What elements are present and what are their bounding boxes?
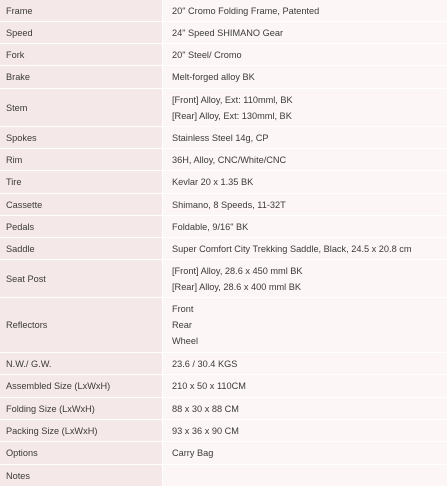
spec-row-rim <box>0 149 447 171</box>
spec-value <box>163 89 447 127</box>
spec-value-line: [Front] Alloy, Ext: 110mml, BK <box>172 94 293 105</box>
spec-value-line: Super Comfort City Trekking Saddle, Black, 24.5 x 20.8 cm <box>172 243 412 254</box>
spec-label: Assembled Size (LxWxH) <box>0 375 163 398</box>
spec-label: Packing Size (LxWxH) <box>0 420 163 442</box>
spec-value <box>163 127 447 149</box>
spec-value <box>163 298 447 353</box>
spec-value <box>163 465 447 487</box>
spec-label: Notes <box>0 465 163 487</box>
spec-label: Seat Post <box>0 260 163 298</box>
spec-row-tire <box>0 171 447 194</box>
spec-value-line: [Rear] Alloy, 28.6 x 400 mml BK <box>172 281 302 292</box>
spec-value <box>163 375 447 398</box>
spec-value-line: Front <box>172 304 194 314</box>
spec-value <box>163 194 447 216</box>
spec-label: Fork <box>0 44 163 66</box>
spec-value <box>163 398 447 420</box>
spec-value-line: 93 x 36 x 90 CM <box>172 425 239 436</box>
spec-value-line: Melt-forged alloy BK <box>172 72 255 82</box>
spec-row-stem <box>0 89 447 127</box>
spec-value <box>163 260 447 298</box>
spec-row-notes <box>0 465 447 487</box>
spec-label: Saddle <box>0 238 163 260</box>
spec-label: Folding Size (LxWxH) <box>0 398 163 420</box>
spec-value-line: Foldable, 9/16" BK <box>172 221 249 232</box>
spec-label: Brake <box>0 66 163 89</box>
spec-label: Options <box>0 442 163 465</box>
spec-value-line: Stainless Steel 14g, CP <box>172 132 269 143</box>
spec-row-weight <box>0 353 447 375</box>
spec-label: Pedals <box>0 216 163 238</box>
spec-value-line: 210 x 50 x 110CM <box>172 381 246 391</box>
spec-row-cassette <box>0 194 447 216</box>
spec-value <box>163 238 447 260</box>
spec-row-fork <box>0 44 447 66</box>
spec-label: Cassette <box>0 194 163 216</box>
spec-value <box>163 171 447 194</box>
spec-row-frame <box>0 0 447 22</box>
spec-value-line: Kevlar 20 x 1.35 BK <box>172 177 254 187</box>
spec-row-spokes <box>0 127 447 149</box>
spec-value-line: 88 x 30 x 88 CM <box>172 403 239 414</box>
spec-row-brake <box>0 66 447 89</box>
spec-value-line: Shimano, 8 Speeds, 11-32T <box>172 199 286 210</box>
spec-label: Reflectors <box>0 298 163 353</box>
spec-label: Speed <box>0 22 163 44</box>
spec-label: Spokes <box>0 127 163 149</box>
spec-row-pedals <box>0 216 447 238</box>
spec-row-reflectors <box>0 298 447 353</box>
spec-value <box>163 44 447 66</box>
spec-value-line: 20" Steel/ Cromo <box>172 49 242 60</box>
spec-value-line: 24" Speed SHIMANO Gear <box>172 27 284 38</box>
spec-row-seat-post <box>0 260 447 298</box>
spec-label: Stem <box>0 89 163 127</box>
spec-value <box>163 149 447 171</box>
spec-row-speed <box>0 22 447 44</box>
spec-row-folding-size <box>0 398 447 420</box>
spec-value <box>163 442 447 465</box>
spec-value-line: 20" Cromo Folding Frame, Patented <box>172 5 320 16</box>
spec-value-line: [Rear] Alloy, Ext: 130mml, BK <box>172 110 292 121</box>
spec-label: Frame <box>0 0 163 22</box>
spec-value-line: 36H, Alloy, CNC/White/CNC <box>172 154 287 165</box>
spec-value-line: Wheel <box>172 336 199 346</box>
spec-row-packing-size <box>0 420 447 442</box>
spec-value <box>163 22 447 44</box>
spec-value-line: 23.6 / 30.4 KGS <box>172 358 238 369</box>
spec-row-options <box>0 442 447 465</box>
spec-value <box>163 216 447 238</box>
spec-label: N.W./ G.W. <box>0 353 163 375</box>
spec-row-assembled-size <box>0 375 447 398</box>
spec-label: Tire <box>0 171 163 194</box>
spec-row-saddle <box>0 238 447 260</box>
spec-value-line: Carry Bag <box>172 448 214 458</box>
spec-value <box>163 353 447 375</box>
spec-value-line: Rear <box>172 320 192 330</box>
spec-label: Rim <box>0 149 163 171</box>
spec-value <box>163 0 447 22</box>
spec-value <box>163 66 447 89</box>
spec-value-line: [Front] Alloy, 28.6 x 450 mml BK <box>172 265 303 276</box>
spec-value <box>163 420 447 442</box>
